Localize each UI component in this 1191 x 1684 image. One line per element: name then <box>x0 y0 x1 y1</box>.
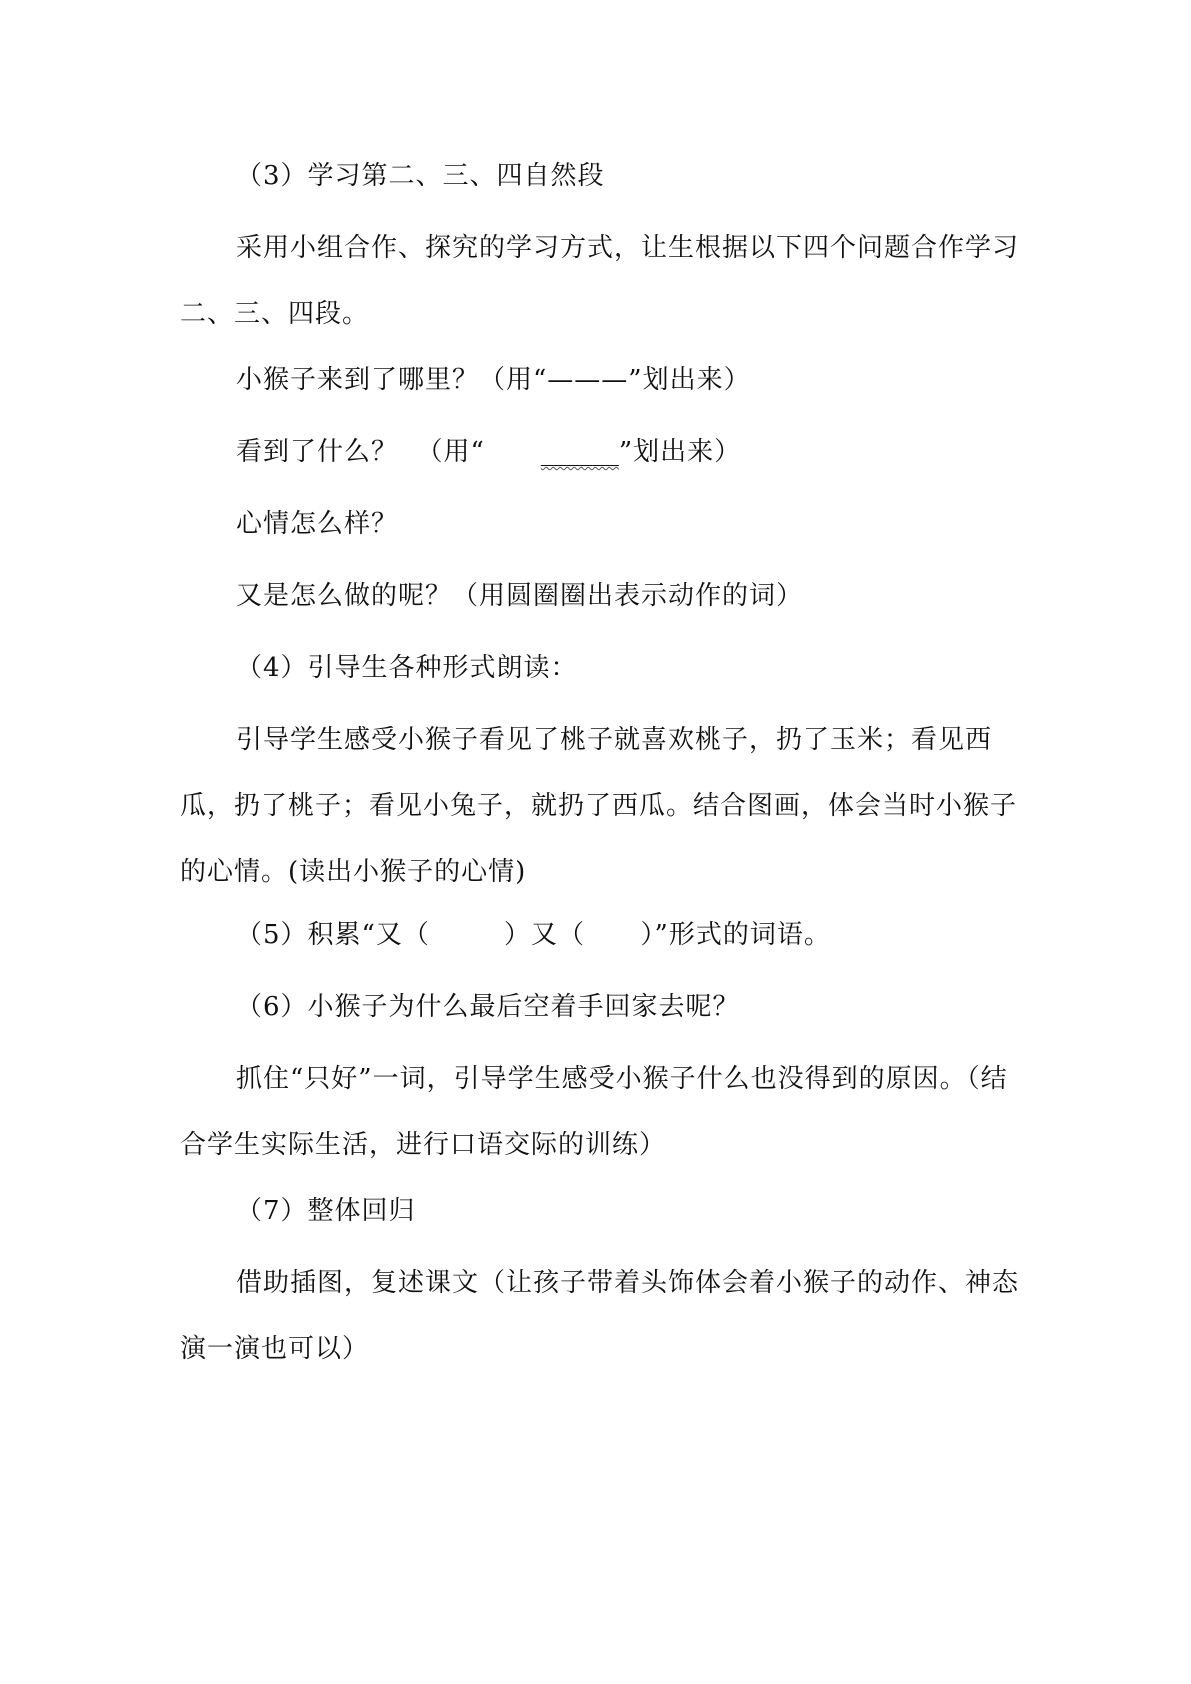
heading-section-3: （3）学习第二、三、四自然段 <box>236 161 605 191</box>
question-where: 小猴子来到了哪里？（用“———”划出来） <box>236 365 751 395</box>
paragraph-group-work: 采用小组合作、探究的学习方式，让生根据以下四个问题合作学习二、三、四段。 <box>180 233 1020 329</box>
question-actions: 又是怎么做的呢？（用圆圈圈出表示动作的词） <box>236 581 804 611</box>
paragraph-reason: 抓住“只好”一词，引导学生感受小猴子什么也没得到的原因。（结合学生实际生活，进行口语交际的训练） <box>180 1064 1008 1160</box>
paragraph-reading-guide: 引导学生感受小猴子看见了桃子就喜欢桃子，扔了玉米；看见西瓜，扔了桃子；看见小兔子，就扔了西瓜。结合图画，体会当时小猴子的心情。(读出小猴子的心情) <box>180 725 1018 887</box>
paragraph-retell: 借助插图，复述课文（让孩子带着头饰体会着小猴子的动作、神态演一演也可以） <box>180 1268 1020 1364</box>
heading-section-7: （7）整体回归 <box>236 1196 416 1226</box>
heading-section-4: （4）引导生各种形式朗读： <box>236 653 578 683</box>
heading-section-6: （6）小猴子为什么最后空着手回家去呢？ <box>236 992 740 1022</box>
question-what-seen-tail: ”划出来） <box>618 437 742 467</box>
heading-section-5: （5）积累“又（ ）又（ ）”形式的词语。 <box>236 920 831 950</box>
question-what-seen-text: 看到了什么？ （用“ <box>236 437 485 467</box>
question-what-seen <box>180 419 1020 485</box>
wavy-underline-sample: ______ <box>540 437 619 467</box>
question-mood: 心情怎么样？ <box>236 509 399 539</box>
